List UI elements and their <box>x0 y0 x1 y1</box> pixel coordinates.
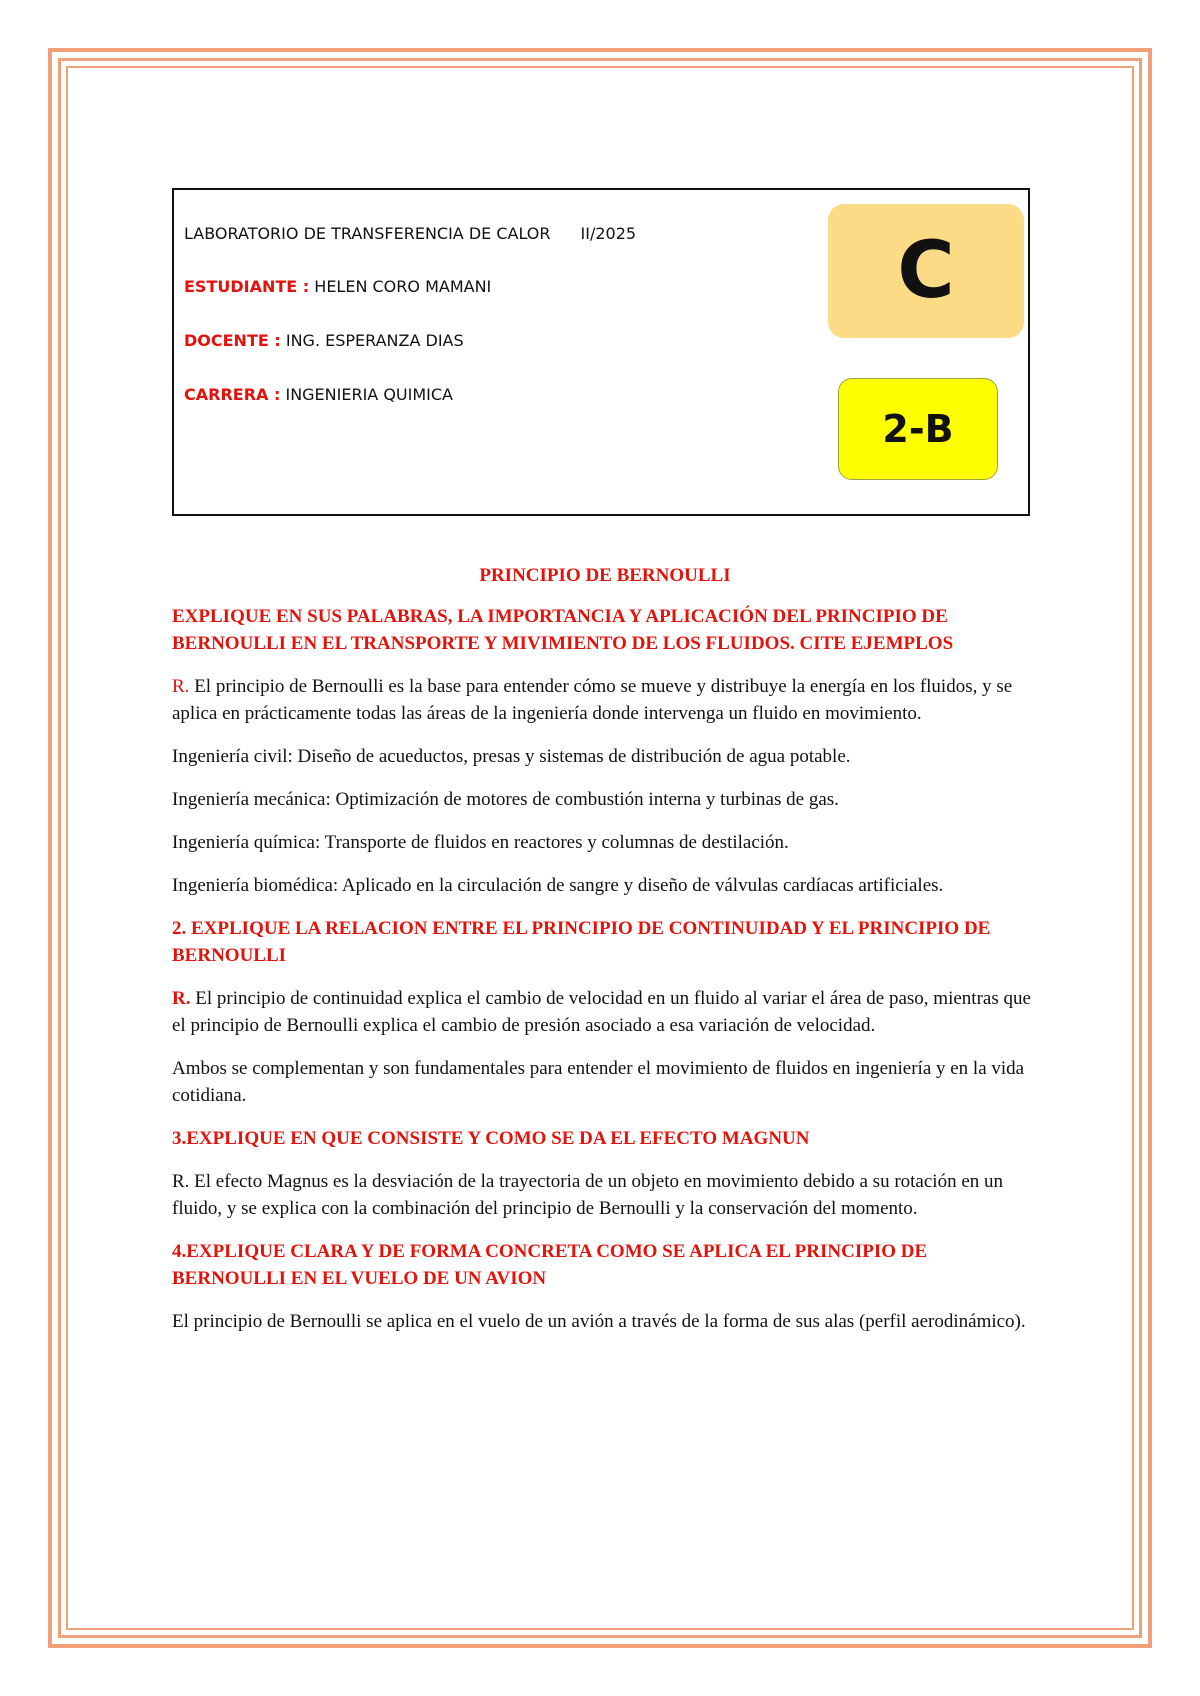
header-box <box>172 188 1030 516</box>
student-line <box>184 277 491 296</box>
group-badge: 2-B <box>838 378 998 480</box>
career-line <box>184 385 453 404</box>
answer-1-text: El principio de Bernoulli es la base para entender cómo se mueve y distribuye la energía en los fluidos, y se aplica en prácticamente todas las áreas de la ingeniería donde intervenga un fluido en movimiento. <box>172 676 1013 724</box>
teacher-name: ING. ESPERANZA DIAS <box>285 331 464 350</box>
document-body <box>172 562 1038 1351</box>
grade-badge: C <box>828 204 1024 338</box>
teacher-label: DOCENTE : <box>184 331 281 350</box>
answer-3: R. El efecto Magnus es la desviación de la trayectoria de un objeto en movimiento debido a su rotación en un fluido, y se explica con la combinación del principio de Bernoulli y la conservación del momento. <box>172 1171 1003 1219</box>
question-4: 4.EXPLIQUE CLARA Y DE FORMA CONCRETA COMO SE APLICA EL PRINCIPIO DE BERNOULLI EN EL VUELO DE UN AVION <box>172 1241 928 1289</box>
answer-2-continued: Ambos se complementan y son fundamentales para entender el movimiento de fluidos en ingeniería y en la vida cotidiana. <box>172 1058 1025 1106</box>
example-mecanica: Ingeniería mecánica: Optimización de motores de combustión interna y turbinas de gas. <box>172 789 839 810</box>
example-biomedica: Ingeniería biomédica: Aplicado en la circulación de sangre y diseño de válvulas cardíacas artificiales. <box>172 875 944 896</box>
document-title: PRINCIPIO DE BERNOULLI <box>479 565 731 586</box>
answer-2-text: El principio de continuidad explica el cambio de velocidad en un fluido al variar el área de paso, mientras que el principio de Bernoulli explica el cambio de presión asociado a esa variación de velocidad. <box>172 988 1031 1036</box>
answer-4: El principio de Bernoulli se aplica en el vuelo de un avión a través de la forma de sus alas (perfil aerodinámico). <box>172 1311 1026 1332</box>
answer-1-prefix: R. <box>172 676 190 697</box>
course-line <box>184 224 636 243</box>
example-quimica: Ingeniería química: Transporte de fluidos en reactores y columnas de destilación. <box>172 832 789 853</box>
question-3: 3.EXPLIQUE EN QUE CONSISTE Y COMO SE DA EL EFECTO MAGNUN <box>172 1128 810 1149</box>
answer-2 <box>172 985 1038 1039</box>
question-2: 2. EXPLIQUE LA RELACION ENTRE EL PRINCIPIO DE CONTINUIDAD Y EL PRINCIPIO DE BERNOULLI <box>172 918 991 966</box>
career-name: INGENIERIA QUIMICA <box>285 385 453 404</box>
teacher-line <box>184 331 464 350</box>
career-label: CARRERA : <box>184 385 281 404</box>
course-name: LABORATORIO DE TRANSFERENCIA DE CALOR <box>184 224 551 243</box>
answer-1 <box>172 673 1038 727</box>
semester: II/2025 <box>580 224 637 243</box>
answer-2-prefix: R. <box>172 988 191 1009</box>
student-label: ESTUDIANTE : <box>184 277 310 296</box>
example-civil: Ingeniería civil: Diseño de acueductos, presas y sistemas de distribución de agua potable. <box>172 746 851 767</box>
student-name: HELEN CORO MAMANI <box>314 277 492 296</box>
question-1: EXPLIQUE EN SUS PALABRAS, LA IMPORTANCIA Y APLICACIÓN DEL PRINCIPIO DE BERNOULLI EN EL TRANSPORTE Y MIVIMIENTO DE LOS FLUIDOS. CITE EJEMPLOS <box>172 606 954 654</box>
